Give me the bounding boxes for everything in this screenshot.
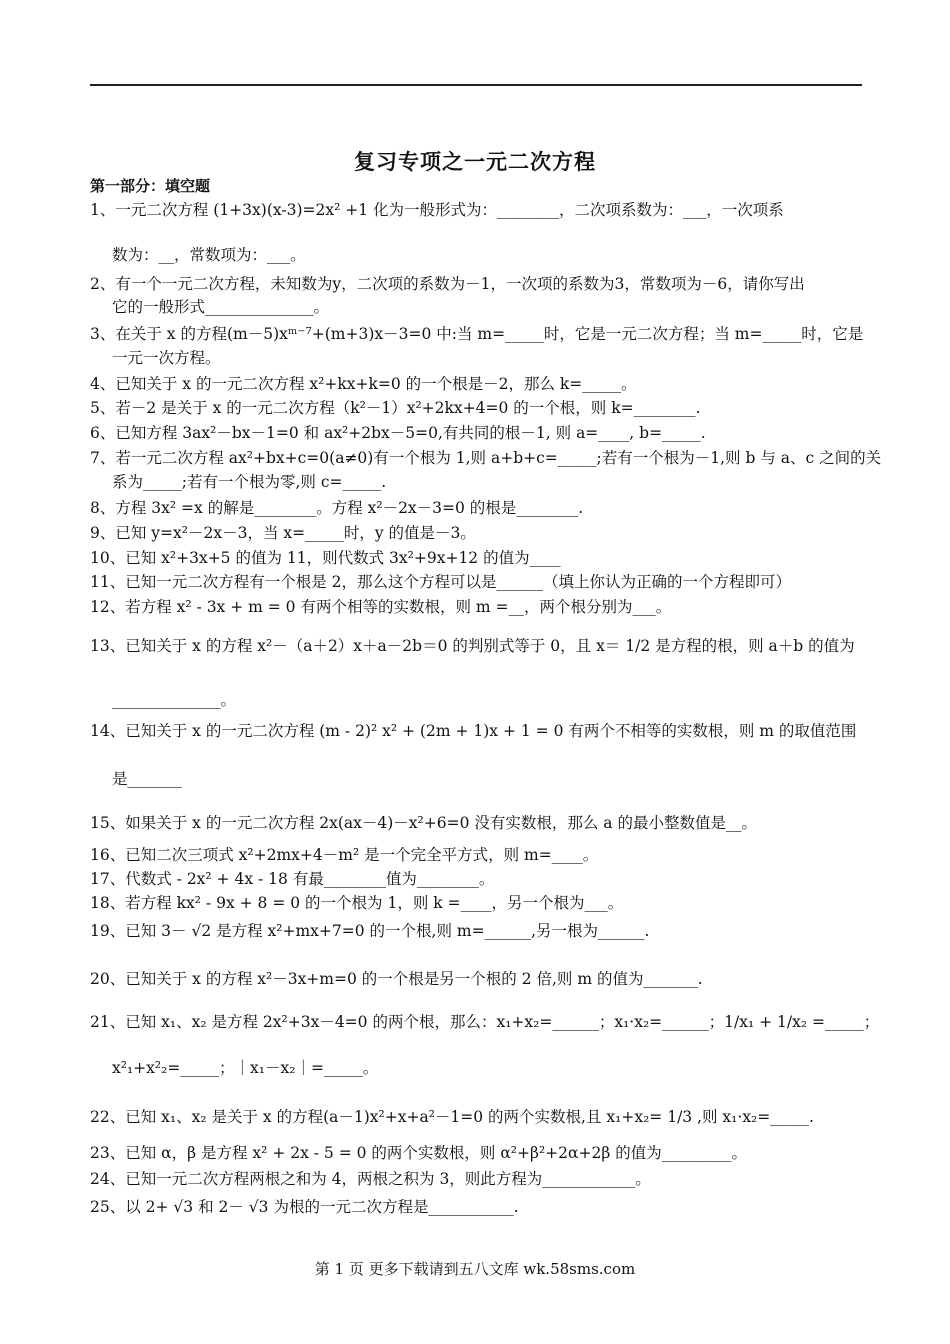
- question-line: 5、若－2 是关于 x 的一元二次方程（k²－1）x²+2kx+4=0 的一个根，则 k=________.: [90, 399, 701, 417]
- question-line: 12、若方程 x² - 3x + m = 0 有两个相等的实数根，则 m =__，两个根分别为___。: [90, 598, 672, 616]
- question-line: 25、以 2+ √3 和 2－ √3 为根的一元二次方程是___________.: [90, 1198, 519, 1216]
- page-title: 复习专项之一元二次方程: [354, 150, 596, 174]
- question-line: 21、已知 x₁、x₂ 是方程 2x²+3x－4=0 的两个根，那么：x₁+x₂=______；x₁·x₂=______；1/x₁ + 1/x₂ =_____；: [90, 1013, 880, 1031]
- question-line: 10、已知 x²+3x+5 的值为 11，则代数式 3x²+9x+12 的值为____: [90, 549, 561, 567]
- question-line: 4、已知关于 x 的一元二次方程 x²+kx+k=0 的一个根是－2，那么 k=_____。: [90, 375, 637, 393]
- question-line: 系为_____;若有一个根为零,则 c=_____.: [112, 473, 387, 491]
- top-rule: [90, 84, 862, 86]
- question-line: 7、若一元二次方程 ax²+bx+c=0(a≠0)有一个根为 1,则 a+b+c=_____;若有一个根为－1,则 b 与 a、c 之间的关: [90, 449, 882, 467]
- question-line: 它的一般形式______________。: [112, 298, 330, 316]
- question-line: 8、方程 3x² =x 的解是________。方程 x²－2x－3=0 的根是________.: [90, 499, 584, 517]
- question-line: 14、已知关于 x 的一元二次方程 (m - 2)² x² + (2m + 1)x + 1 = 0 有两个不相等的实数根，则 m 的取值范围: [90, 722, 857, 740]
- question-line: 18、若方程 kx² - 9x + 8 = 0 的一个根为 1，则 k =____，另一个根为___。: [90, 894, 624, 912]
- question-line: 一元一次方程。: [112, 349, 221, 367]
- question-line: 是_______: [112, 770, 182, 788]
- question-line: 23、已知 α，β 是方程 x² + 2x - 5 = 0 的两个实数根，则 α²+β²+2α+2β 的值为_________。: [90, 1144, 747, 1162]
- section-heading: 第一部分：填空题: [90, 177, 211, 195]
- question-line: 11、已知一元二次方程有一个根是 2，那么这个方程可以是______（填上你认为正确的一个方程即可）: [90, 573, 792, 591]
- question-line: ______________。: [112, 691, 237, 709]
- question-line: 9、已知 y=x²－2x－3，当 x=_____时，y 的值是－3。: [90, 524, 476, 542]
- question-line: 3、在关于 x 的方程(m－5)xᵐ⁻⁷+(m+3)x－3=0 中:当 m=_____时，它是一元二次方程；当 m=_____时，它是: [90, 325, 864, 343]
- question-line: 19、已知 3－ √2 是方程 x²+mx+7=0 的一个根,则 m=______,另一根为______.: [90, 922, 650, 940]
- question-line: 22、已知 x₁、x₂ 是关于 x 的方程(a－1)x²+x+a²－1=0 的两个实数根,且 x₁+x₂= 1/3 ,则 x₁·x₂=_____.: [90, 1108, 814, 1126]
- question-line: 24、已知一元二次方程两根之和为 4，两根之积为 3，则此方程为____________。: [90, 1170, 651, 1188]
- question-line: 6、已知方程 3ax²－bx－1=0 和 ax²+2bx－5=0,有共同的根－1, 则 a=____, b=_____.: [90, 424, 706, 442]
- question-line: 17、代数式 - 2x² + 4x - 18 有最________值为________。: [90, 870, 495, 888]
- question-line: 15、如果关于 x 的一元二次方程 2x(ax－4)－x²+6=0 没有实数根，那么 a 的最小整数值是__。: [90, 814, 757, 832]
- question-line: 1、一元二次方程 (1+3x)(x-3)=2x² +1 化为一般形式为：________，二次项系数为：___，一次项系: [90, 201, 784, 219]
- question-line: 13、已知关于 x 的方程 x²－（a＋2）x＋a－2b＝0 的判别式等于 0，且 x＝ 1/2 是方程的根，则 a＋b 的值为: [90, 637, 855, 655]
- question-line: 2、有一个一元二次方程，未知数为y，二次项的系数为－1，一次项的系数为3，常数项为－6，请你写出: [90, 275, 805, 293]
- question-line: 数为：__，常数项为：___。: [112, 246, 306, 264]
- question-line: 20、已知关于 x 的方程 x²－3x+m=0 的一个根是另一个根的 2 倍,则 m 的值为_______.: [90, 970, 703, 988]
- question-line: 16、已知二次三项式 x²+2mx+4－m² 是一个完全平方式，则 m=____。: [90, 846, 599, 864]
- page-footer: 第 1 页 更多下载请到五八文库 wk.58sms.com: [314, 1260, 636, 1278]
- question-line: x²₁+x²₂=_____；｜x₁－x₂｜=_____。: [112, 1059, 379, 1077]
